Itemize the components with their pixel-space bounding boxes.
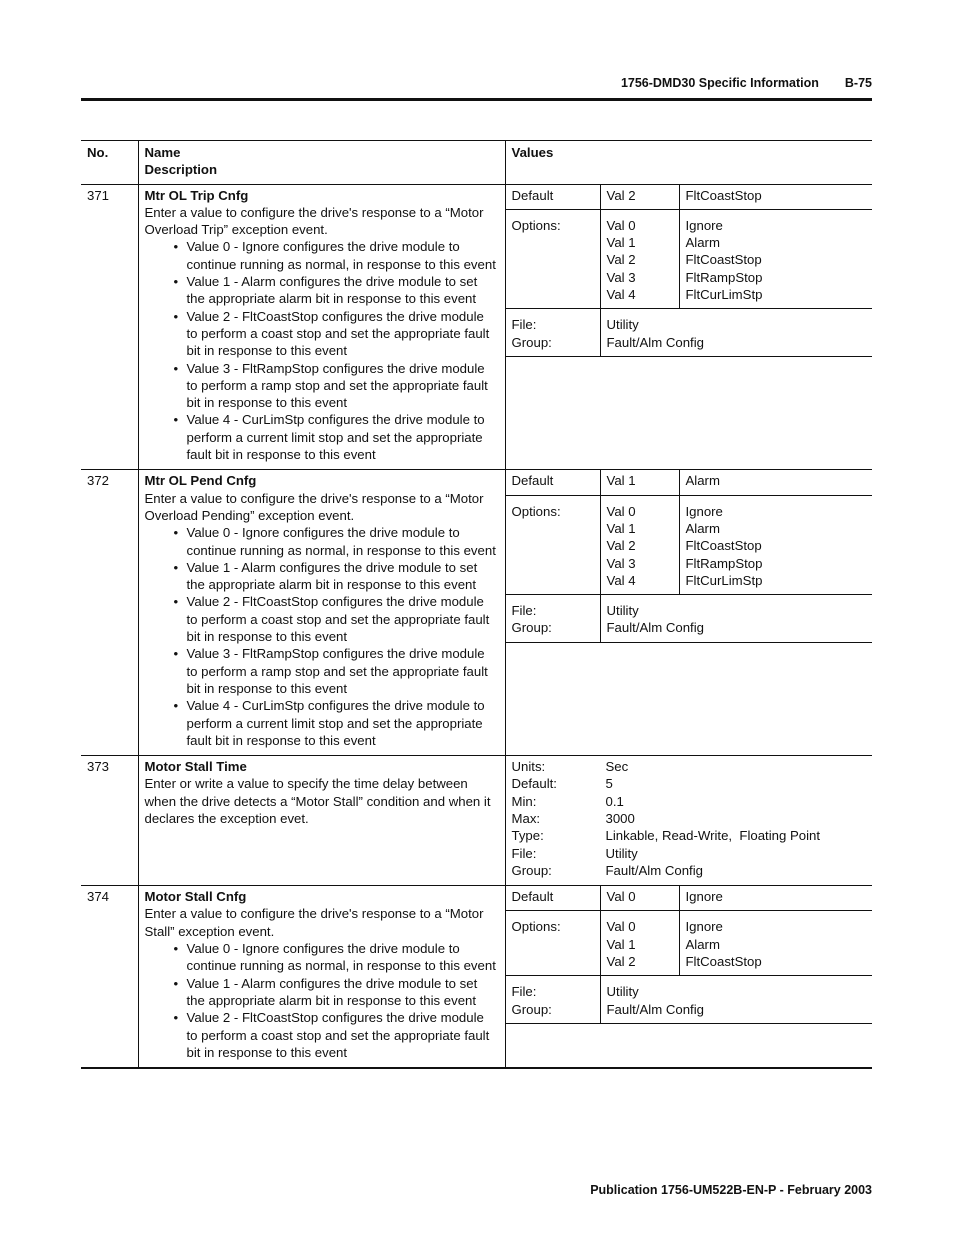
option-name: FltCoastStop (685, 252, 762, 268)
group-label: Group: (511, 334, 552, 350)
options-values (600, 209, 679, 308)
option-value: Val 0 (606, 503, 636, 519)
group-value: Fault/Alm Config (606, 1001, 704, 1017)
option-name: Alarm (685, 235, 720, 251)
header-rule (81, 98, 872, 101)
options-values (600, 495, 679, 594)
file-group-values (600, 309, 872, 357)
param-values-cell (505, 184, 872, 470)
options-label: Options: (506, 495, 601, 594)
default-label: Default: (511, 776, 557, 792)
group-value: Fault/Alm Config (605, 862, 703, 878)
option-value: Val 0 (606, 919, 636, 935)
param-name-cell (138, 756, 505, 886)
option-name: FltCurLimStp (685, 287, 763, 303)
option-value: Val 1 (606, 520, 636, 536)
option-name: Ignore (685, 217, 723, 233)
value-list (145, 238, 499, 463)
column-header-values: Values (505, 141, 872, 185)
param-name: Mtr OL Trip Cnfg (144, 187, 249, 203)
value-item: • Value 0 - Ignore configures the drive module to continue running as normal, in response to this event (187, 524, 499, 559)
min-label: Min: (511, 793, 537, 809)
max-label: Max: (511, 810, 541, 826)
type-value: Linkable, Read-Write, Floating Point (605, 828, 821, 844)
value-list (145, 940, 499, 1061)
option-value: Val 3 (606, 555, 636, 571)
value-item: • Value 1 - Alarm configures the drive module to set the appropriate alarm bit in response to this event (187, 273, 499, 308)
file-value: Utility (606, 603, 639, 619)
options-row (506, 911, 873, 976)
table-header-row (81, 141, 872, 185)
param-name-cell (138, 470, 505, 756)
table-row (81, 886, 872, 1068)
option-value: Val 2 (606, 252, 636, 268)
default-name: FltCoastStop (679, 185, 872, 210)
file-label: File: (511, 317, 537, 333)
option-name: FltCurLimStp (685, 572, 763, 588)
min-value: 0.1 (605, 793, 624, 809)
file-value: Utility (606, 984, 639, 1000)
value-list (145, 524, 499, 749)
attributes-row (506, 756, 873, 885)
value-item: • Value 2 - FltCoastStop configures the drive module to perform a coast stop and set the appropriate fault bit in response to this event (187, 593, 499, 645)
file-label: File: (511, 603, 537, 619)
param-description: Enter a value to configure the drive's response to a “Motor Stall” exception event. (144, 906, 484, 939)
values-subtable (506, 470, 873, 642)
param-number: 373 (81, 756, 138, 886)
file-group-labels (506, 595, 601, 643)
param-values-cell (505, 756, 872, 886)
option-value: Val 4 (606, 572, 636, 588)
file-group-row (506, 595, 873, 643)
param-description: Enter or write a value to specify the time delay between when the drive detects a “Motor Stall” condition and when it declares the exception evet. (144, 776, 491, 826)
values-subtable (506, 756, 873, 885)
units-value: Sec (605, 759, 629, 775)
param-number: 371 (81, 184, 138, 470)
default-value: Val 1 (600, 470, 679, 495)
option-value: Val 1 (606, 235, 636, 251)
option-name: FltCoastStop (685, 954, 762, 970)
options-names (679, 495, 872, 594)
value-item: • Value 0 - Ignore configures the drive module to continue running as normal, in response to this event (187, 940, 499, 975)
param-name-cell (138, 184, 505, 470)
param-number: 374 (81, 886, 138, 1068)
value-item: • Value 1 - Alarm configures the drive module to set the appropriate alarm bit in response to this event (187, 559, 499, 594)
file-group-labels (506, 309, 601, 357)
option-value: Val 3 (606, 269, 636, 285)
column-header-name (138, 141, 505, 185)
page-number: B-75 (844, 76, 872, 90)
option-value: Val 1 (606, 936, 636, 952)
default-label: Default (506, 886, 601, 911)
param-description: Enter a value to configure the drive's response to a “Motor Overload Pending” exception event. (144, 490, 484, 523)
publication-footer: Publication 1756-UM522B-EN-P - February 2003 (590, 1183, 872, 1197)
column-header-name-label: Name (144, 145, 181, 160)
attribute-labels (506, 756, 600, 885)
options-row (506, 495, 873, 594)
param-name: Motor Stall Time (144, 759, 247, 775)
file-group-row (506, 976, 873, 1024)
file-group-row (506, 309, 873, 357)
option-name: FltRampStop (685, 269, 763, 285)
options-values (600, 911, 679, 976)
option-value: Val 4 (606, 287, 636, 303)
option-value: Val 0 (606, 217, 636, 233)
file-value: Utility (605, 845, 638, 861)
options-label: Options: (506, 911, 601, 976)
parameter-table (81, 140, 872, 1069)
file-value: Utility (606, 317, 639, 333)
default-value: Val 0 (600, 886, 679, 911)
type-label: Type: (511, 828, 544, 844)
section-title: 1756-DMD30 Specific Information (620, 76, 819, 90)
option-name: FltCoastStop (685, 538, 762, 554)
table-row (81, 756, 872, 886)
running-header (621, 76, 872, 90)
default-row (506, 886, 873, 911)
group-label: Group: (511, 620, 552, 636)
param-name: Mtr OL Pend Cnfg (144, 473, 257, 489)
value-item: • Value 4 - CurLimStp configures the drive module to perform a current limit stop and set the appropriate fault bit in response to this event (187, 697, 499, 749)
option-name: FltRampStop (685, 555, 763, 571)
option-name: Alarm (685, 936, 720, 952)
default-label: Default (506, 185, 601, 210)
options-row (506, 209, 873, 308)
value-item: • Value 3 - FltRampStop configures the drive module to perform a ramp stop and set the appropriate fault bit in response to this event (187, 645, 499, 697)
default-name: Alarm (679, 470, 872, 495)
table-row (81, 470, 872, 756)
units-label: Units: (511, 759, 546, 775)
value-item: • Value 3 - FltRampStop configures the drive module to perform a ramp stop and set the appropriate fault bit in response to this event (187, 360, 499, 412)
values-subtable (506, 886, 873, 1024)
group-label: Group: (511, 1001, 552, 1017)
file-group-labels (506, 976, 601, 1024)
options-label: Options: (506, 209, 601, 308)
group-label: Group: (511, 862, 552, 878)
file-group-values (600, 595, 872, 643)
default-row (506, 185, 873, 210)
attribute-values (600, 756, 873, 885)
group-value: Fault/Alm Config (606, 334, 704, 350)
value-item: • Value 2 - FltCoastStop configures the drive module to perform a coast stop and set the appropriate fault bit in response to this event (187, 1009, 499, 1061)
file-group-values (600, 976, 872, 1024)
value-item: • Value 4 - CurLimStp configures the drive module to perform a current limit stop and set the appropriate fault bit in response to this event (187, 411, 499, 463)
default-label: Default (506, 470, 601, 495)
value-item: • Value 0 - Ignore configures the drive module to continue running as normal, in response to this event (187, 238, 499, 273)
column-header-no: No. (81, 141, 138, 185)
param-values-cell (505, 886, 872, 1068)
param-name-cell (138, 886, 505, 1068)
default-value: Val 2 (600, 185, 679, 210)
option-value: Val 2 (606, 538, 636, 554)
file-label: File: (511, 845, 537, 861)
options-names (679, 209, 872, 308)
default-value: 5 (605, 776, 613, 792)
param-values-cell (505, 470, 872, 756)
table-row (81, 184, 872, 470)
default-name: Ignore (679, 886, 872, 911)
option-name: Ignore (685, 503, 723, 519)
param-name: Motor Stall Cnfg (144, 889, 247, 905)
max-value: 3000 (605, 810, 635, 826)
values-subtable (506, 185, 873, 357)
default-row (506, 470, 873, 495)
option-value: Val 2 (606, 954, 636, 970)
value-item: • Value 1 - Alarm configures the drive module to set the appropriate alarm bit in response to this event (187, 975, 499, 1010)
param-description: Enter a value to configure the drive's response to a “Motor Overload Trip” exception event. (144, 204, 484, 238)
option-name: Alarm (685, 520, 720, 536)
param-number: 372 (81, 470, 138, 756)
column-header-description-label: Description (144, 162, 218, 178)
value-item: • Value 2 - FltCoastStop configures the drive module to perform a coast stop and set the appropriate fault bit in response to this event (187, 308, 499, 360)
file-label: File: (511, 984, 537, 1000)
option-name: Ignore (685, 919, 723, 935)
options-names (679, 911, 872, 976)
group-value: Fault/Alm Config (606, 620, 704, 636)
